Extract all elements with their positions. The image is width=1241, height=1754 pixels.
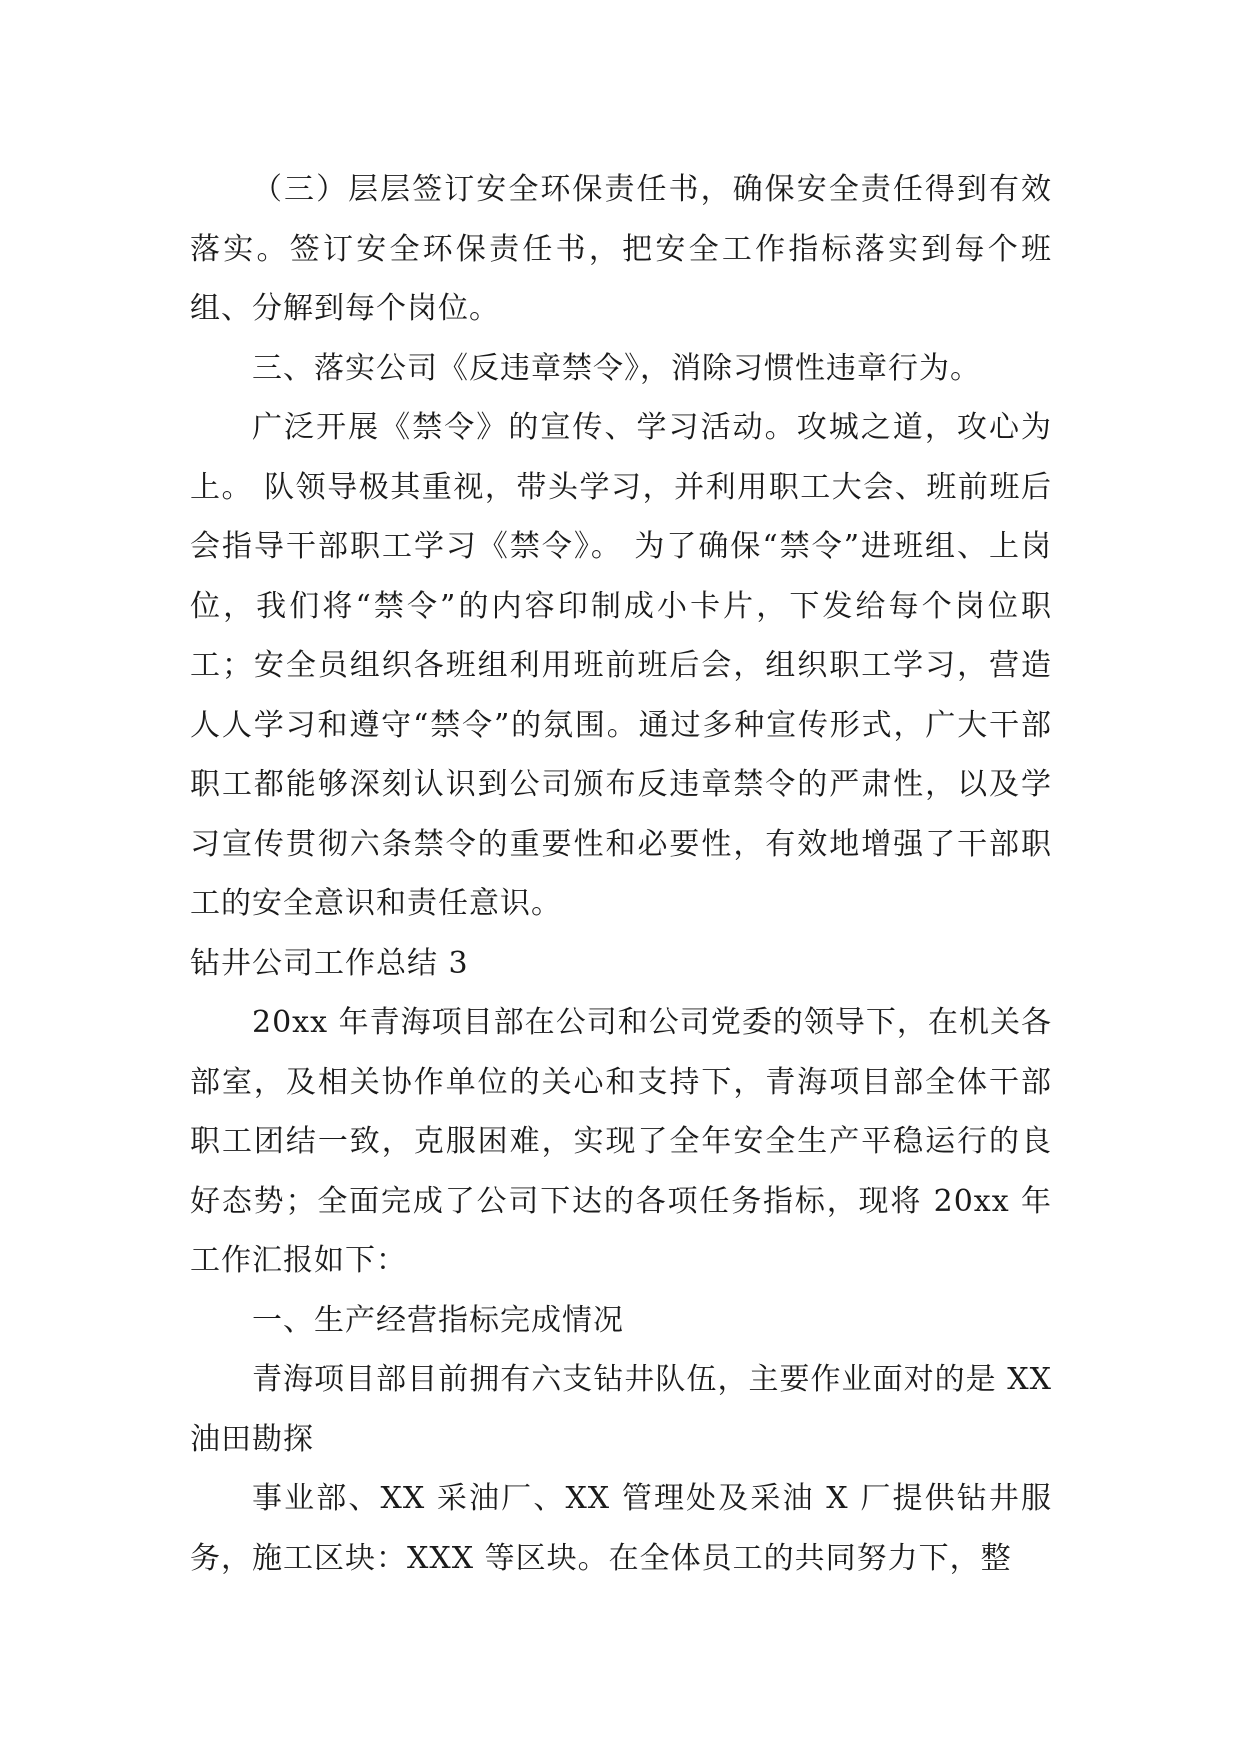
paragraph-prohibition-study: 广泛开展《禁令》的宣传、学习活动。攻城之道，攻心为上。 队领导极其重视，带头学习，并利用职工大会、班前班后会指导干部职工学习《禁令》。 为了确保“禁令”进班组、上岗位，我们将“禁令”的内容印制成小卡片，下发给每个岗位职工；安全员组织各班组利用班前班后会，组织职工学习，营造人人学习和遵守“禁令”的氛围。通过多种宣传形式，广大干部职工都能够深刻认识到公司颁布反违章禁令的严肃性，以及学习宣传贯彻六条禁令的重要性和必要性，有效地增强了干部职工的安全意识和责任意识。 [190,410,1052,921]
paragraph-drilling-teams: 青海项目部目前拥有六支钻井队伍，主要作业面对的是 XX 油田勘探 [190,1362,1052,1457]
paragraph-services: 事业部、XX 采油厂、XX 管理处及采油 X 厂提供钻井服务，施工区块：XXX 等区块。在全体员工的共同努力下，整 [190,1481,1052,1576]
paragraph-section-three: 三、落实公司《反违章禁令》，消除习惯性违章行为。 [252,350,981,386]
document-body [190,160,1052,1588]
section-title: 钻井公司工作总结 3 [190,945,469,981]
paragraph-responsibility: （三）层层签订安全环保责任书，确保安全责任得到有效落实。签订安全环保责任书，把安全工作指标落实到每个班组、分解到每个岗位。 [190,172,1052,326]
paragraph-summary-intro: 20xx 年青海项目部在公司和公司党委的领导下，在机关各部室，及相关协作单位的关心和支持下，青海项目部全体干部职工团结一致，克服困难，实现了全年安全生产平稳运行的良好态势；全面完成了公司下达的各项任务指标，现将 20xx 年工作汇报如下： [190,1005,1052,1278]
paragraph-section-one: 一、生产经营指标完成情况 [252,1302,624,1338]
